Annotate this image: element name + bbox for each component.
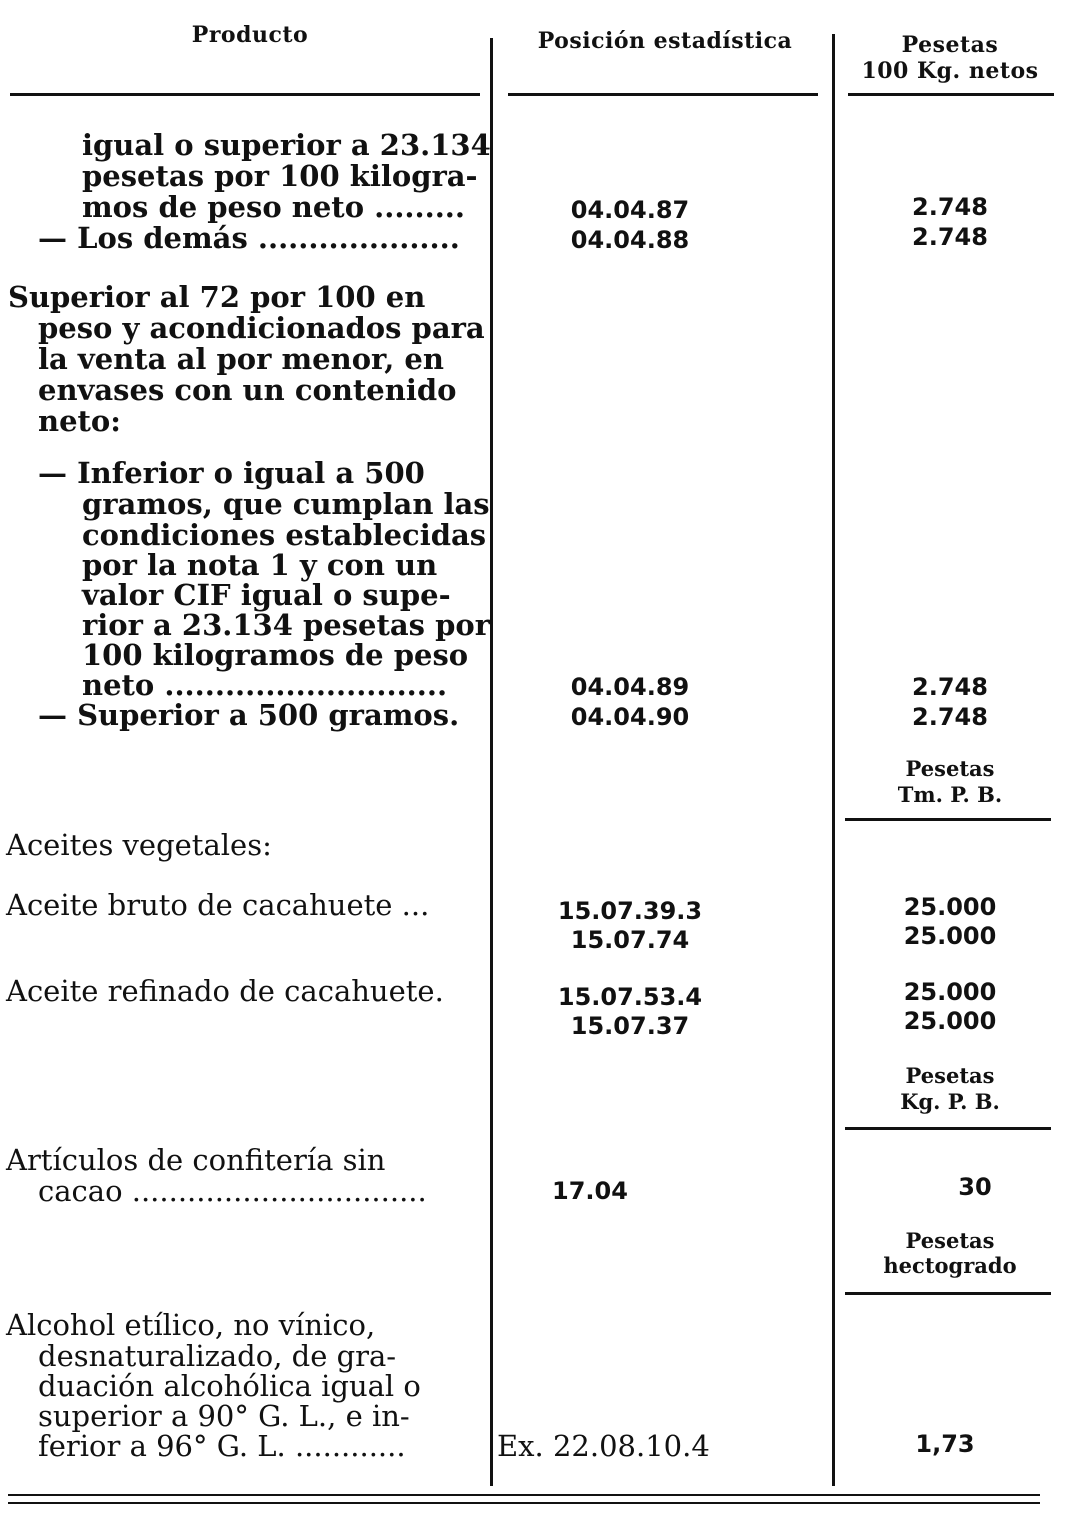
header-pesetas-line2: 100 Kg. netos xyxy=(861,58,1039,84)
position-code: 17.04 xyxy=(552,1177,628,1205)
product-line: peso y acondicionados para xyxy=(38,311,485,345)
unit-label-line2: hectogrado xyxy=(883,1253,1017,1278)
product-line: gramos, que cumplan las xyxy=(82,487,490,521)
position-code: 04.04.90 xyxy=(570,703,690,731)
position-code: 15.07.74 xyxy=(570,926,690,954)
product-line: Alcohol etílico, no vínico, xyxy=(6,1308,376,1342)
product-line: — Inferior o igual a 500 xyxy=(38,456,425,490)
product-line: neto: xyxy=(38,404,121,438)
product-line: por la nota 1 y con un xyxy=(82,548,438,582)
product-line: desnaturalizado, de gra- xyxy=(38,1339,397,1373)
product-line: pesetas por 100 kilogra- xyxy=(82,159,478,193)
product-line: 100 kilogramos de peso xyxy=(82,638,469,672)
column-divider-1 xyxy=(490,38,493,1486)
product-line: Artículos de confitería sin xyxy=(6,1143,386,1177)
position-code: 15.07.53.4 xyxy=(557,983,703,1011)
header-posicion: Posición estadística xyxy=(537,28,793,54)
duty-value: 25.000 xyxy=(903,893,997,921)
unit-rule xyxy=(845,818,1051,821)
product-line: envases con un contenido xyxy=(38,373,457,407)
duty-value: 2.748 xyxy=(912,673,988,701)
section-heading: Aceites vegetales: xyxy=(6,828,272,862)
unit-label-line1: Pesetas xyxy=(905,1228,995,1253)
product-line: neto ............................ xyxy=(82,668,448,702)
product-line: valor CIF igual o supe- xyxy=(82,578,451,612)
product-line: superior a 90° G. L., e in- xyxy=(38,1399,410,1433)
product-line: — Los demás .................... xyxy=(38,221,460,255)
product-line: mos de peso neto ......... xyxy=(82,190,466,224)
header-producto: Producto xyxy=(191,22,309,48)
position-code: 04.04.88 xyxy=(570,226,690,254)
product-line: Superior al 72 por 100 en xyxy=(8,280,426,314)
product-line: Aceite bruto de cacahuete ... xyxy=(6,888,430,922)
position-code: 04.04.87 xyxy=(570,196,690,224)
footer-rule-top xyxy=(8,1494,1040,1496)
product-line: ferior a 96° G. L. ............ xyxy=(38,1429,406,1463)
duty-value: 2.748 xyxy=(912,193,988,221)
duty-value: 30 xyxy=(958,1173,992,1201)
unit-label-line1: Pesetas xyxy=(905,1063,995,1088)
unit-label-line1: Pesetas xyxy=(905,756,995,781)
header-pesetas-line1: Pesetas xyxy=(901,32,999,58)
product-line: — Superior a 500 gramos. xyxy=(38,698,460,732)
unit-rule xyxy=(845,1292,1051,1295)
position-code: 15.07.39.3 xyxy=(557,897,703,925)
product-line: rior a 23.134 pesetas por xyxy=(82,608,490,642)
duty-value: 25.000 xyxy=(903,1007,997,1035)
product-line: cacao ................................ xyxy=(38,1174,427,1208)
product-line: la venta al por menor, en xyxy=(38,342,444,376)
footer-rule-bottom xyxy=(8,1502,1040,1504)
position-code: 15.07.37 xyxy=(570,1012,690,1040)
duty-value: 2.748 xyxy=(912,223,988,251)
product-line: Aceite refinado de cacahuete. xyxy=(6,974,444,1008)
product-line: duación alcohólica igual o xyxy=(38,1369,421,1403)
header-rule-posicion xyxy=(508,93,818,96)
unit-label-line2: Kg. P. B. xyxy=(900,1089,1000,1114)
column-divider-2 xyxy=(832,34,835,1486)
header-rule-producto xyxy=(10,93,480,96)
product-line: condiciones establecidas xyxy=(82,518,487,552)
duty-value: 1,73 xyxy=(915,1430,975,1458)
header-rule-pesetas xyxy=(848,93,1054,96)
duty-value: 25.000 xyxy=(903,978,997,1006)
position-code: Ex. 22.08.10.4 xyxy=(497,1429,710,1463)
product-line: igual o superior a 23.134 xyxy=(82,128,491,162)
unit-label-line2: Tm. P. B. xyxy=(897,782,1003,807)
position-code: 04.04.89 xyxy=(570,673,690,701)
unit-rule xyxy=(845,1127,1051,1130)
duty-value: 25.000 xyxy=(903,922,997,950)
duty-value: 2.748 xyxy=(912,703,988,731)
